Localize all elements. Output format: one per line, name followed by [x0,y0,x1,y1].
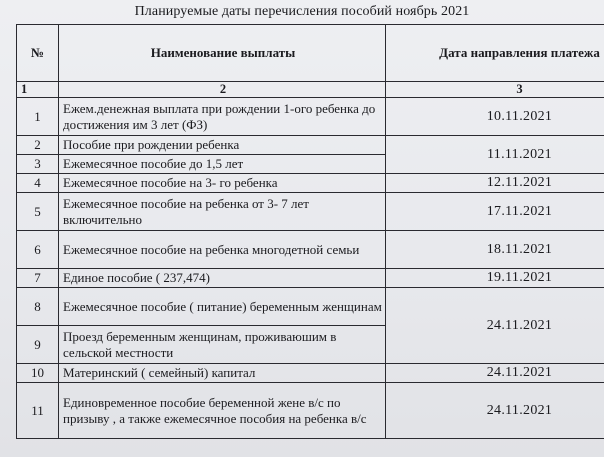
row-date: 10.11.2021 [386,98,604,136]
column-index-2: 2 [59,82,386,98]
row-date: 11.11.2021 [386,136,604,174]
row-name: Ежем.денежная выплата при рождении 1-ого ребенка до достижения им 3 лет (ФЗ) [59,98,386,136]
row-number: 11 [17,383,59,439]
row-name: Материнский ( семейный) капитал [59,364,386,383]
table-row [17,174,604,193]
header-name: Наименование выплаты [59,25,386,82]
payments-table [16,24,604,439]
row-name: Ежемесячное пособие до 1,5 лет [59,155,386,174]
row-date: 17.11.2021 [386,193,604,231]
row-name: Ежемесячное пособие ( питание) беременным женщинам [59,288,386,326]
table-row [17,98,604,136]
row-number: 1 [17,98,59,136]
row-date: 24.11.2021 [386,364,604,383]
table-row [17,136,604,155]
table-row [17,364,604,383]
row-date: 18.11.2021 [386,231,604,269]
table-row [17,288,604,326]
row-number: 2 [17,136,59,155]
row-number: 8 [17,288,59,326]
table-row [17,193,604,231]
row-name: Единовременное пособие беременной жене в/с по призыву , а также ежемесячное пособия на ребенка в/с [59,383,386,439]
row-number: 9 [17,326,59,364]
row-number: 5 [17,193,59,231]
row-name: Ежемесячное пособие на ребенка многодетной семьи [59,231,386,269]
row-name: Пособие при рождении ребенка [59,136,386,155]
row-name: Ежемесячное пособие на ребенка от 3- 7 лет включительно [59,193,386,231]
column-index-1: 1 [17,82,59,98]
column-index-3: 3 [386,82,604,98]
table-row [17,231,604,269]
row-number: 10 [17,364,59,383]
table-header-row [17,25,604,82]
column-index-row [17,82,604,98]
row-date: 24.11.2021 [386,383,604,439]
row-name: Проезд беременным женщинам, проживаюшим в сельской местности [59,326,386,364]
row-number: 3 [17,155,59,174]
table-row [17,269,604,288]
page-title: Планируемые даты перечисления пособий ноябрь 2021 [134,4,470,19]
row-number: 6 [17,231,59,269]
row-date: 12.11.2021 [386,174,604,193]
table-row [17,383,604,439]
row-name: Ежемесячное пособие на 3- го ребенка [59,174,386,193]
row-date: 19.11.2021 [386,269,604,288]
row-number: 4 [17,174,59,193]
header-num: № [17,25,59,82]
row-name: Единое пособие ( 237,474) [59,269,386,288]
row-number: 7 [17,269,59,288]
row-date: 24.11.2021 [386,288,604,364]
header-date: Дата направления платежа [386,25,604,82]
